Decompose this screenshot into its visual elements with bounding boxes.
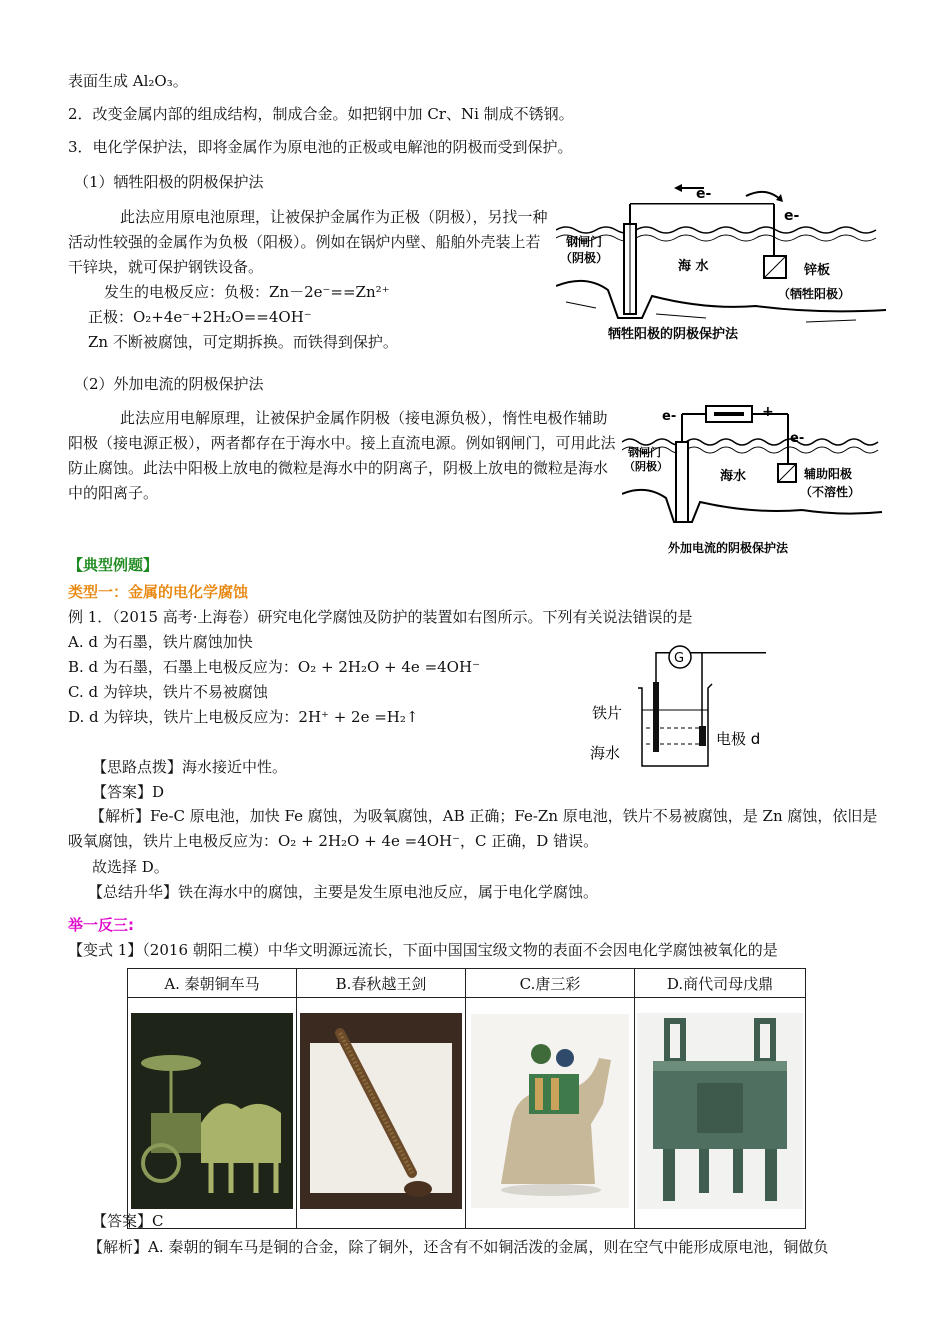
line-alloy: 2．改变金属内部的组成结构，制成合金。如把钢中加 Cr、Ni 制成不锈钢。 [68, 105, 574, 123]
simuwu-ding-image [635, 998, 806, 1229]
paragraph-sacrificial: 此法应用原电池原理，让被保护金属作为正极（阴极），另找一种活动性较强的金属作为负极（阳极）。例如在锅炉内壁、船舶外壳装上若干锌块，就可保护钢铁设备。 [68, 208, 548, 276]
diagram1-electron-top: e- [696, 186, 712, 202]
option-c: C. d 为锌块，铁片不易被腐蚀 [68, 683, 268, 701]
diagram3-galvanometer: G [674, 651, 685, 666]
line-electrochem: 3．电化学保护法，即将金属作为原电池的正极或电解池的阴极而受到保护。 [68, 138, 573, 156]
diagram2-electron-right: e- [790, 431, 805, 446]
diagram2-electron-left: e- [662, 409, 677, 424]
diagram2-sea-label: 海水 [720, 469, 747, 484]
analysis-paragraph: 【解析】Fe-C 原电池，加快 Fe 腐蚀，为吸氧腐蚀，AB 正确；Fe-Zn 原电池，铁片不易被腐蚀，是 Zn 腐蚀，依旧是吸氧腐蚀，铁片上电极反应为：O₂ + 2H₂O + 4e =4OH⁻，C 正确，D 错误。 [68, 807, 878, 850]
line-al2o3: 表面生成 Al₂O₃。 [68, 72, 188, 90]
diagram2-caption: 外加电流的阴极保护法 [668, 541, 789, 555]
corrosion-beaker-diagram [586, 640, 786, 776]
diagram1-caption: 牺牲阳极的阴极保护法 [608, 327, 739, 342]
col-a-header: A. 秦朝铜车马 [128, 969, 297, 998]
anode-reaction: 发生的电极反应：负极：Zn－2e⁻==Zn²⁺ [104, 283, 390, 301]
col-d-header: D.商代司母戊鼎 [635, 969, 806, 998]
diagram1-zinc-sub: （牺牲阳极） [778, 287, 851, 301]
choose-line: 故选择 D。 [92, 858, 169, 876]
subheading-impressed: （2）外加电流的阴极保护法 [74, 375, 264, 393]
diagram3-seawater-label: 海水 [590, 744, 621, 762]
cathode-reaction: 正极：O₂+4e⁻+2H₂O==4OH⁻ [88, 308, 312, 326]
variant-heading: 举一反三: [68, 916, 134, 934]
col-b-header: B.春秋越王剑 [297, 969, 466, 998]
diagram1-electron-right: e- [784, 208, 800, 224]
diagram2-anode-label: 辅助阳极 [804, 467, 853, 481]
variant-question: 【变式 1】（2016 朝阳二模）中华文明源远流长，下面中国国宝级文物的表面不会因电化学腐蚀被氧化的是 [68, 941, 778, 959]
option-a: A. d 为石墨，铁片腐蚀加快 [68, 633, 253, 651]
variant-analysis: 【解析】A. 秦朝的铜车马是铜的合金，除了铜外，还含有不如铜活泼的金属，则在空气中能形成原电池，铜做负 [88, 1238, 829, 1256]
sacrificial-anode-diagram [556, 178, 892, 350]
summary-line: 【总结升华】铁在海水中的腐蚀，主要是发生原电池反应，属于电化学腐蚀。 [88, 883, 599, 901]
type1-heading: 类型一：金属的电化学腐蚀 [68, 583, 249, 601]
impressed-current-diagram [622, 402, 884, 558]
diagram3-electrode-label: 电极 d [716, 730, 761, 748]
diagram2-plus: + [762, 404, 774, 420]
diagram3-iron-label: 铁片 [592, 704, 623, 722]
diagram1-sea-label: 海 水 [678, 259, 709, 274]
diagram1-gate-cathode: （阴极） [560, 251, 609, 265]
tang-sancai-image [466, 998, 635, 1229]
artifact-table [127, 968, 806, 1229]
option-d: D. d 为锌块，铁片上电极反应为：2H⁺ + 2e =H₂↑ [68, 708, 419, 726]
zn-replace-note: Zn 不断被腐蚀，可定期拆换。而铁得到保护。 [88, 333, 398, 351]
bronze-chariot-image [128, 998, 297, 1229]
example1-question: 例 1．（2015 高考·上海卷）研究电化学腐蚀及防护的装置如右图所示。下列有关说法错误的是 [68, 608, 693, 626]
diagram2-anode-sub: （不溶性） [800, 485, 861, 499]
variant-answer: 【答案】C [92, 1212, 164, 1230]
diagram2-gate-label: 钢闸门 [628, 446, 661, 459]
answer-line: 【答案】D [92, 783, 165, 801]
hint-line: 【思路点拨】海水接近中性。 [92, 758, 288, 776]
typical-examples-heading: 【典型例题】 [68, 556, 159, 574]
paragraph-impressed: 此法应用电解原理，让被保护金属作阴极（接电源负极），惰性电极作辅助阳极（接电源正极），两者都存在于海水中。接上直流电源。例如钢闸门，可用此法防止腐蚀。此法中阳极上放电的微粒是海水中的阴离子，阴极上放电的微粒是海水中的阳离子。 [68, 409, 616, 502]
diagram1-gate-label: 钢闸门 [566, 235, 603, 249]
subheading-sacrificial: （1）牺牲阳极的阴极保护法 [74, 173, 264, 191]
yue-sword-image [297, 998, 466, 1229]
option-b: B. d 为石墨，石墨上电极反应为：O₂ + 2H₂O + 4e =4OH⁻ [68, 658, 480, 676]
col-c-header: C.唐三彩 [466, 969, 635, 998]
diagram2-gate-cathode: （阴极） [624, 460, 668, 473]
diagram1-zinc-label: 锌板 [804, 263, 831, 278]
